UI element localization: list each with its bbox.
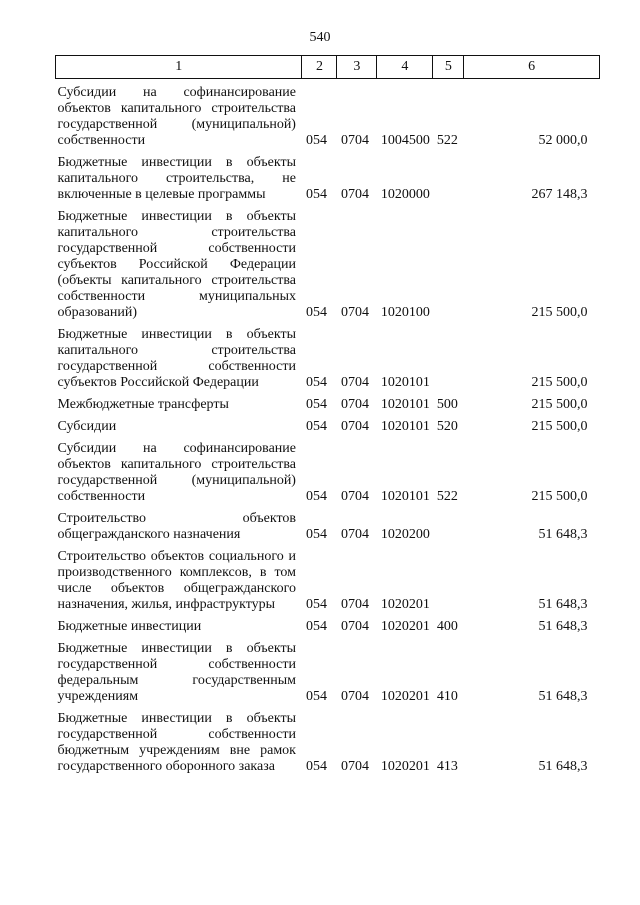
table-row xyxy=(56,613,600,635)
row-code-3: 0704 xyxy=(340,375,369,390)
row-code-2: 054 xyxy=(305,133,327,148)
row-name: Субсидии xyxy=(57,419,117,434)
row-code-3: 0704 xyxy=(340,133,369,148)
row-code-5: 520 xyxy=(436,419,458,434)
row-code-2: 054 xyxy=(305,305,327,320)
table-row xyxy=(56,391,600,413)
row-code-4: 1004500 xyxy=(380,133,430,148)
row-amount: 51 648,3 xyxy=(538,597,588,612)
row-code-4: 1020201 xyxy=(380,619,430,634)
row-name: Бюджетные инвестиции в объекты государственной собственности федеральным государственным учреждениям xyxy=(57,641,296,704)
row-code-5: 522 xyxy=(436,133,458,148)
table-body xyxy=(56,79,600,776)
budget-table xyxy=(55,55,600,775)
table-row xyxy=(56,203,600,321)
row-code-2: 054 xyxy=(305,759,327,774)
row-code-3: 0704 xyxy=(340,489,369,504)
row-amount: 51 648,3 xyxy=(538,759,588,774)
row-amount: 51 648,3 xyxy=(538,689,588,704)
column-header-1: 1 xyxy=(56,56,302,79)
row-amount: 267 148,3 xyxy=(531,187,588,202)
row-code-2: 054 xyxy=(305,619,327,634)
row-name: Бюджетные инвестиции xyxy=(57,619,202,634)
row-code-3: 0704 xyxy=(340,397,369,412)
row-code-5: 413 xyxy=(436,759,458,774)
row-code-5: 500 xyxy=(436,397,458,412)
row-code-4: 1020201 xyxy=(380,689,430,704)
row-code-3: 0704 xyxy=(340,527,369,542)
table-row xyxy=(56,505,600,543)
row-name: Межбюджетные трансферты xyxy=(57,397,229,412)
row-code-2: 054 xyxy=(305,397,327,412)
row-code-3: 0704 xyxy=(340,619,369,634)
table-row xyxy=(56,635,600,705)
row-name: Бюджетные инвестиции в объекты капитального строительства, не включенные в целевые программы xyxy=(57,155,296,202)
row-code-5: 400 xyxy=(436,619,458,634)
row-code-4: 1020000 xyxy=(380,187,430,202)
row-code-4: 1020101 xyxy=(380,397,430,412)
table-row xyxy=(56,543,600,613)
row-amount: 215 500,0 xyxy=(531,375,588,390)
row-code-3: 0704 xyxy=(340,759,369,774)
table-header xyxy=(56,56,600,79)
row-code-5 xyxy=(433,505,464,543)
row-amount: 51 648,3 xyxy=(538,619,588,634)
row-code-4: 1020101 xyxy=(380,489,430,504)
column-header-6: 6 xyxy=(464,56,600,79)
row-amount: 215 500,0 xyxy=(531,489,588,504)
row-code-2: 054 xyxy=(305,527,327,542)
row-amount: 215 500,0 xyxy=(531,305,588,320)
row-name: Субсидии на софинансирование объектов капитального строительства государственной (муниципальной) собственности xyxy=(57,441,296,504)
row-amount: 215 500,0 xyxy=(531,419,588,434)
row-amount: 215 500,0 xyxy=(531,397,588,412)
row-code-2: 054 xyxy=(305,375,327,390)
row-code-2: 054 xyxy=(305,419,327,434)
table-row xyxy=(56,705,600,775)
column-header-5: 5 xyxy=(433,56,464,79)
table-row xyxy=(56,413,600,435)
row-code-4: 1020101 xyxy=(380,375,430,390)
table-row xyxy=(56,79,600,150)
row-code-2: 054 xyxy=(305,597,327,612)
row-name: Строительство объектов социального и производственного комплексов, в том числе объектов общегражданского назначения, жилья, инфраструктуры xyxy=(57,549,296,612)
column-header-4: 4 xyxy=(377,56,433,79)
row-code-5 xyxy=(433,321,464,391)
table-row xyxy=(56,435,600,505)
row-name: Субсидии на софинансирование объектов капитального строительства государственной (муниципальной) собственности xyxy=(57,85,296,148)
row-code-3: 0704 xyxy=(340,305,369,320)
column-header-2: 2 xyxy=(302,56,337,79)
row-name: Бюджетные инвестиции в объекты государственной собственности бюджетным учреждениям вне рамок государственного оборонного заказа xyxy=(57,711,296,774)
table-row xyxy=(56,321,600,391)
row-amount: 52 000,0 xyxy=(538,133,588,148)
column-header-3: 3 xyxy=(337,56,377,79)
row-code-3: 0704 xyxy=(340,187,369,202)
row-code-2: 054 xyxy=(305,187,327,202)
row-code-5 xyxy=(433,203,464,321)
page-number: 540 xyxy=(309,30,331,45)
row-code-3: 0704 xyxy=(340,689,369,704)
row-code-4: 1020200 xyxy=(380,527,430,542)
row-code-4: 1020201 xyxy=(380,759,430,774)
row-code-4: 1020100 xyxy=(380,305,430,320)
row-code-4: 1020201 xyxy=(380,597,430,612)
row-code-2: 054 xyxy=(305,489,327,504)
row-code-3: 0704 xyxy=(340,419,369,434)
table-row xyxy=(56,149,600,203)
row-code-4: 1020101 xyxy=(380,419,430,434)
row-amount: 51 648,3 xyxy=(538,527,588,542)
row-code-3: 0704 xyxy=(340,597,369,612)
row-code-5: 410 xyxy=(436,689,458,704)
row-name: Строительство объектов общегражданского назначения xyxy=(57,511,296,542)
row-code-5 xyxy=(433,543,464,613)
row-code-5: 522 xyxy=(436,489,458,504)
row-code-2: 054 xyxy=(305,689,327,704)
row-name: Бюджетные инвестиции в объекты капитального строительства государственной собственности субъектов Российской Федерации (объекты капитального строительства собственности муниципальных образований) xyxy=(57,209,296,320)
row-code-5 xyxy=(433,149,464,203)
row-name: Бюджетные инвестиции в объекты капитального строительства государственной собственности субъектов Российской Федерации xyxy=(57,327,296,390)
